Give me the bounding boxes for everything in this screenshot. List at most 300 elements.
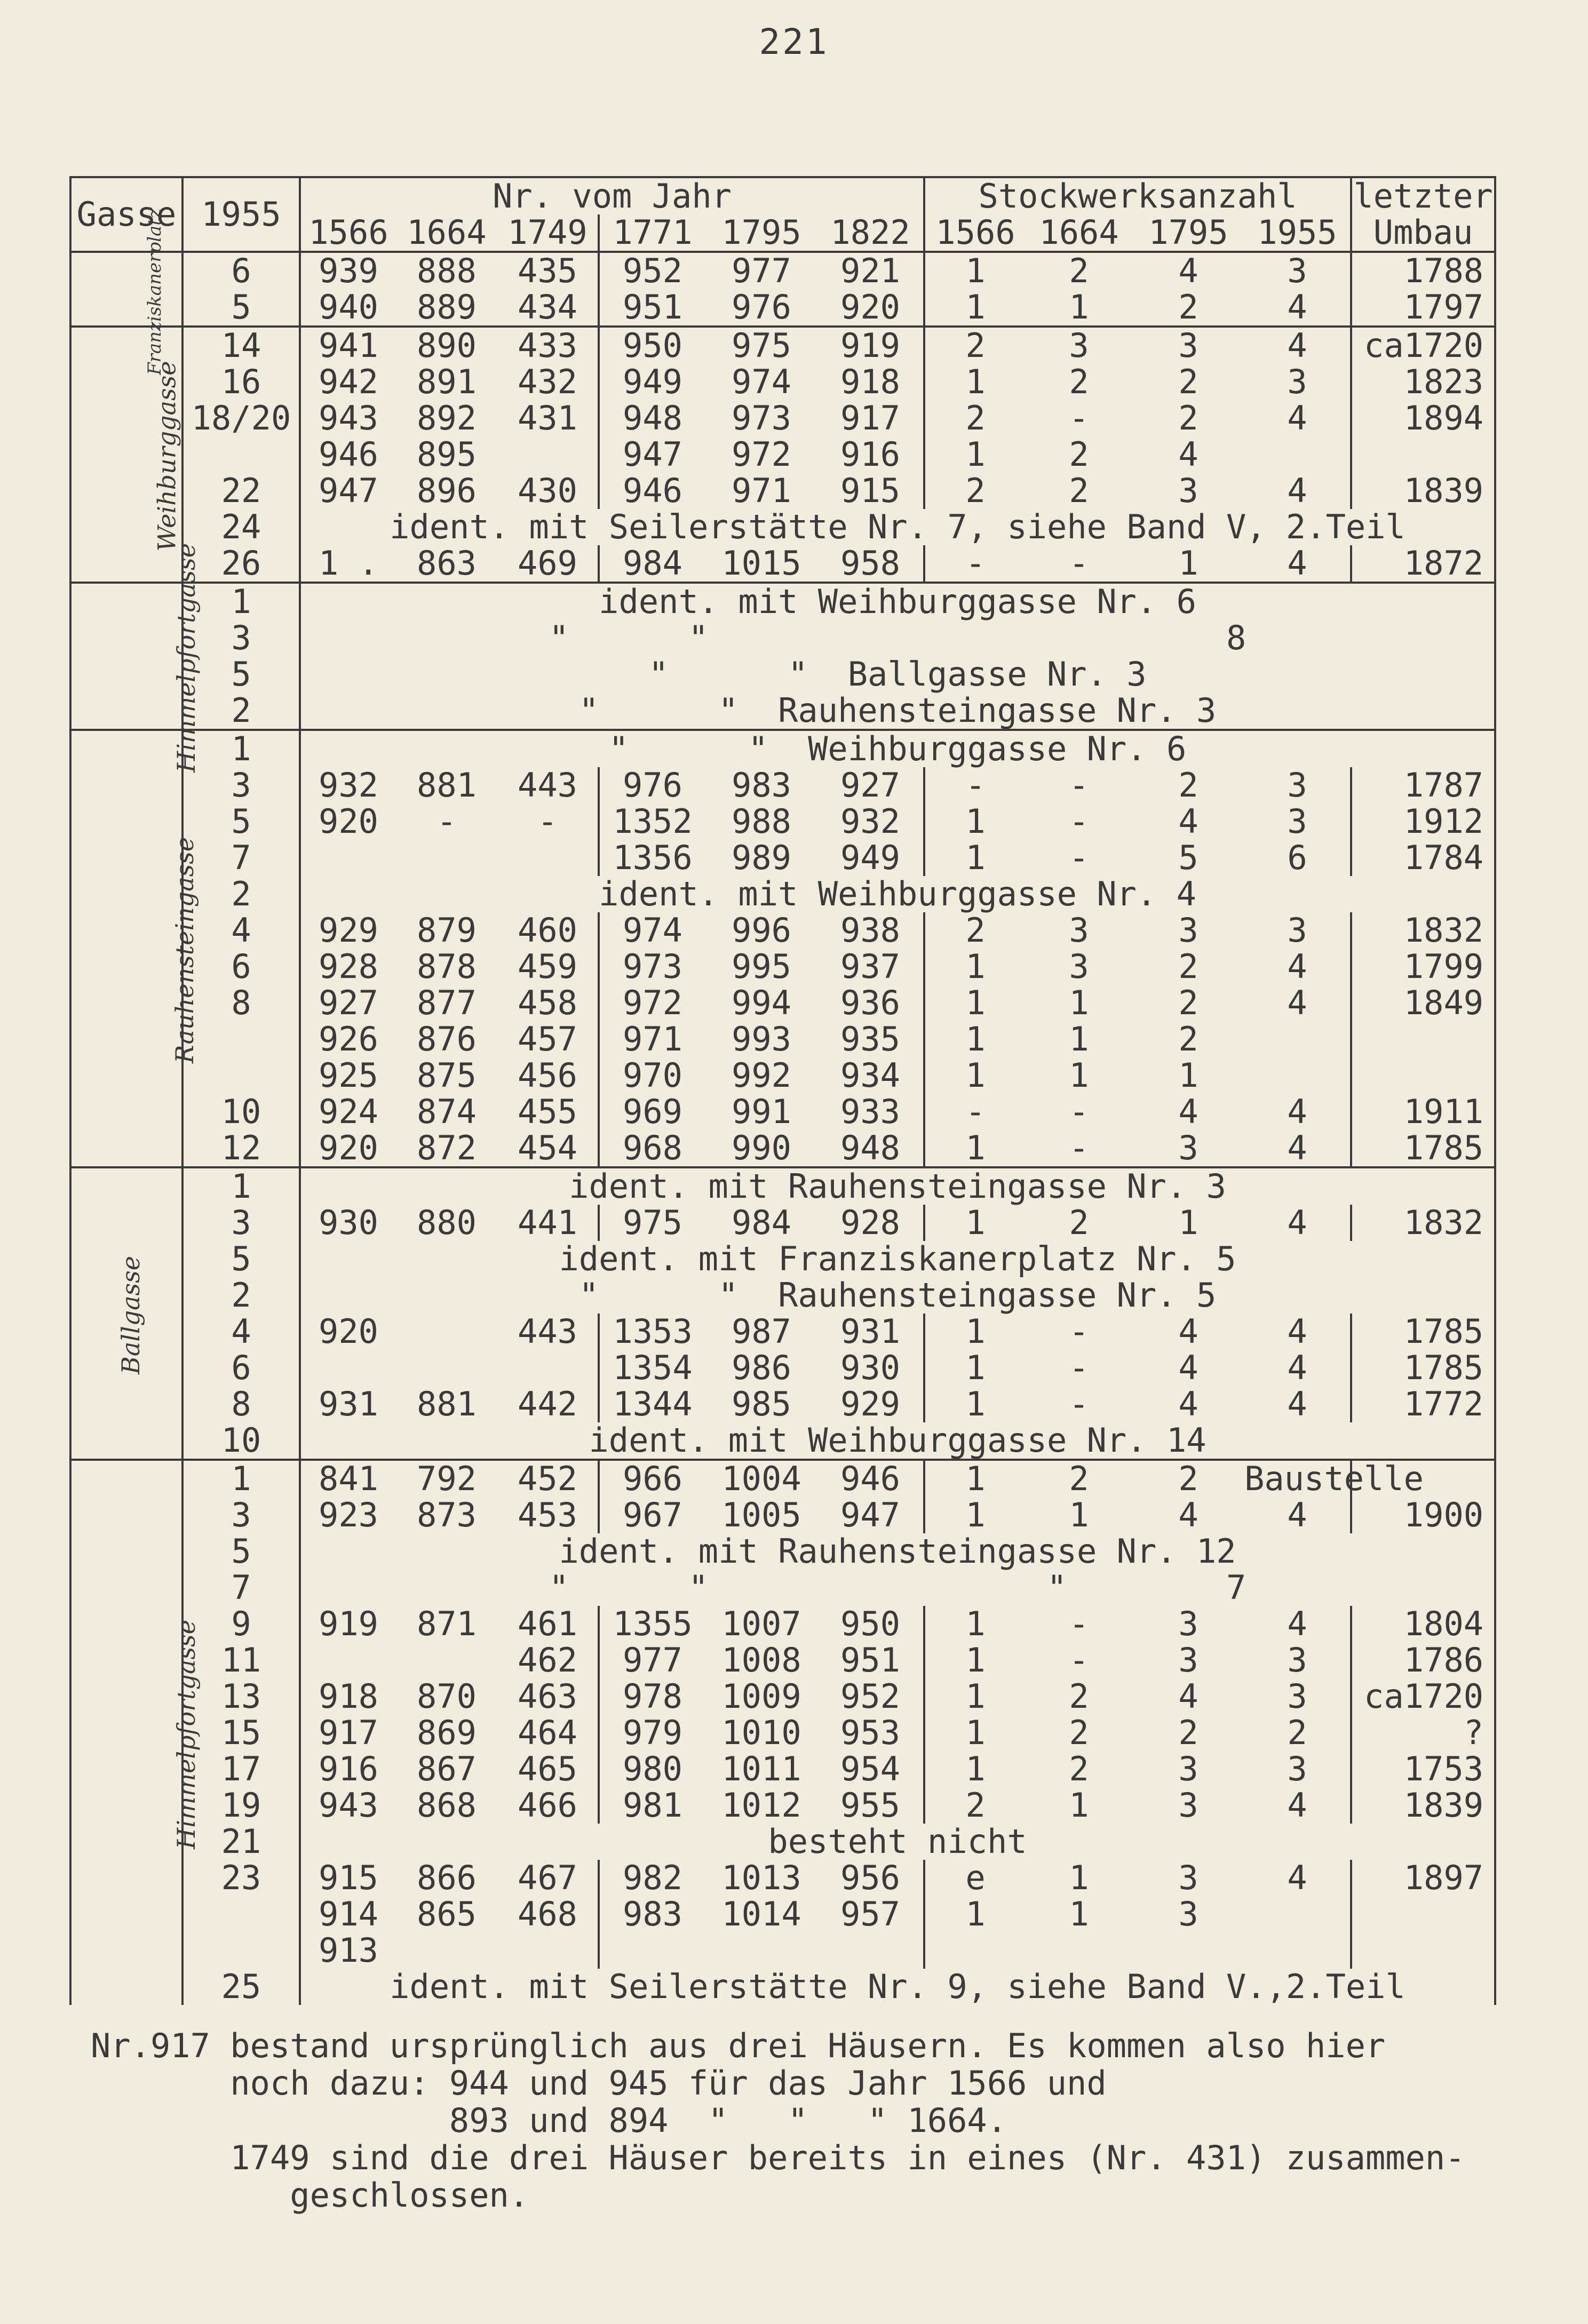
table-row [70, 1969, 1495, 2005]
cell-storeys: 1 [965, 1749, 986, 1788]
cell-storeys: 1 [965, 1203, 986, 1242]
cell-storeys: 1 [965, 1020, 986, 1058]
cell-house-number: 968 [623, 1128, 682, 1167]
cell-storeys: - [965, 766, 986, 805]
cell-house-number: 946 [623, 471, 682, 510]
cell-storeys: 3 [1178, 1604, 1198, 1643]
cell-storeys: 2 [1178, 288, 1198, 327]
cell-house-number: 948 [817, 1130, 924, 1167]
table-row [70, 730, 1495, 767]
cell-house-number: 948 [623, 399, 682, 437]
cell-house-number: 1352 [613, 802, 693, 841]
cell-storeys: - [965, 544, 986, 583]
cell-house-number: 931 [319, 1384, 378, 1423]
gasse-name: Franziskanerplatz [144, 209, 165, 375]
cell-1955: 10 [182, 1094, 300, 1130]
cell-1955: 13 [182, 1678, 300, 1715]
cell-house-number: 988 [732, 802, 791, 841]
cell-house-number: 463 [497, 1678, 599, 1715]
cell-storeys: - [1069, 1641, 1089, 1680]
cell-storeys: 1 [965, 1677, 986, 1716]
cell-1955: 9 [182, 1606, 300, 1642]
cell-1955: 17 [182, 1751, 300, 1787]
cell-house-number: 920 [817, 289, 924, 327]
cell-house-number: 915 [319, 1858, 378, 1897]
table-row [70, 400, 1495, 436]
cell-house-number [396, 840, 497, 876]
cell-house-number: 924 [319, 1092, 378, 1131]
cell-storeys: 4 [1178, 1092, 1198, 1131]
cell-house-number: 947 [817, 1497, 924, 1533]
cross-reference-note: ident. mit Franziskanerplatz Nr. 5 [300, 1241, 1495, 1277]
cell-storeys: 3 [1178, 471, 1198, 510]
gasse-cell [70, 543, 201, 773]
cell-house-number: 881 [417, 1384, 477, 1423]
cell-house-number: 987 [732, 1312, 791, 1351]
cell-storeys: - [1069, 766, 1089, 805]
cell-last-rebuild: 1784 [1351, 840, 1495, 876]
table-row [70, 1606, 1495, 1642]
footnote-line: 893 und 894 " " " 1664. [91, 2101, 1007, 2140]
cell-storeys: - [1069, 802, 1089, 841]
cell-last-rebuild [1351, 1896, 1495, 1932]
cross-reference-note: ident. mit Weihburggasse Nr. 14 [300, 1422, 1495, 1460]
cell-storeys: 2 [1026, 1460, 1132, 1497]
cell-house-number: 1009 [721, 1677, 801, 1716]
cell-storeys: 1 [1069, 1858, 1089, 1897]
cell-house-number: 993 [732, 1020, 791, 1058]
cell-house-number: 916 [817, 436, 924, 473]
cell-1955: 5 [182, 803, 300, 840]
cell-house-number: 435 [497, 252, 599, 289]
cell-storeys: - [1069, 1384, 1089, 1423]
cell-house-number: 1010 [721, 1713, 801, 1752]
cell-storeys: 3 [1244, 803, 1351, 840]
table-row [70, 1860, 1495, 1896]
cell-storeys: 5 [1178, 838, 1198, 877]
cell-storeys: 1 [965, 1384, 986, 1423]
cell-1955: 7 [182, 1570, 300, 1606]
cell-house-number: 995 [732, 947, 791, 986]
cross-reference-note: " " Weihburggasse Nr. 6 [300, 730, 1495, 767]
cell-storeys [1244, 1057, 1351, 1094]
cell-storeys: 2 [1069, 1713, 1089, 1752]
cell-1955: 6 [182, 252, 300, 289]
cell-storeys: 1 [1178, 544, 1198, 583]
cell-house-number [396, 1350, 497, 1386]
cell-1955: 11 [182, 1642, 300, 1678]
cell-house-number: 457 [497, 1021, 599, 1057]
cell-storeys: 4 [1178, 1495, 1198, 1534]
cell-house-number: 433 [497, 327, 599, 364]
cell-last-rebuild: 1787 [1351, 767, 1495, 803]
cell-house-number: 954 [817, 1751, 924, 1787]
cell-last-rebuild: 1849 [1351, 985, 1495, 1021]
cell-storeys: 1 [965, 1348, 986, 1387]
cell-house-number: 866 [417, 1858, 477, 1897]
cell-1955: 7 [182, 840, 300, 876]
table-row [70, 1570, 1495, 1606]
cell-storeys: 3 [1178, 911, 1198, 950]
cell-house-number: 431 [497, 400, 599, 436]
table-row [70, 1350, 1495, 1386]
cell-last-rebuild [1351, 436, 1495, 473]
footnote-line: geschlossen. [91, 2176, 529, 2215]
cell-house-number: 928 [319, 947, 378, 986]
cell-house-number: 863 [417, 544, 477, 583]
cell-house-number [300, 840, 396, 876]
header-year: 1771 [599, 214, 705, 252]
table-row [70, 1130, 1495, 1167]
cell-storeys: 4 [1244, 1787, 1351, 1824]
cell-house-number: 980 [623, 1749, 682, 1788]
cell-storeys: 4 [1178, 802, 1198, 841]
cell-1955: 24 [182, 509, 300, 545]
cell-house-number: 430 [497, 473, 599, 509]
cell-house-number: 879 [417, 911, 477, 950]
cell-house-number: 941 [300, 327, 396, 364]
cell-house-number: 891 [417, 362, 477, 401]
cell-storeys: 2 [965, 1786, 986, 1825]
table-row [70, 1678, 1495, 1715]
cell-house-number: 996 [732, 911, 791, 950]
cell-1955: 3 [182, 1497, 300, 1533]
cell-last-rebuild: ? [1351, 1715, 1495, 1751]
cell-house-number: 943 [319, 399, 378, 437]
cell-last-rebuild: 1804 [1351, 1606, 1495, 1642]
cell-house-number: 869 [417, 1713, 477, 1752]
cell-storeys [1244, 436, 1351, 473]
table-row [70, 1533, 1495, 1570]
gasse-name: Rauhensteingasse [170, 837, 200, 1063]
cell-house-number: 454 [497, 1130, 599, 1167]
cross-reference-note: " " " 7 [300, 1570, 1495, 1606]
cell-house-number: 916 [319, 1749, 378, 1788]
cell-house-number: 976 [732, 288, 791, 327]
cell-last-rebuild: 1823 [1351, 364, 1495, 400]
table-row [70, 1497, 1495, 1533]
cell-1955: 2 [182, 876, 300, 912]
cell-house-number [396, 1642, 497, 1678]
cell-house-number: 930 [319, 1203, 378, 1242]
cell-1955: 10 [182, 1422, 300, 1460]
cell-house-number: 871 [417, 1604, 477, 1643]
cell-house-number: 875 [417, 1056, 477, 1095]
cell-storeys: 3 [1132, 327, 1244, 364]
cell-1955: 4 [182, 912, 300, 949]
cell-house-number: 946 [817, 1460, 924, 1497]
cell-house-number: 455 [497, 1094, 599, 1130]
table-row [70, 364, 1495, 400]
cell-house-number: 927 [817, 767, 924, 803]
cell-house-number [599, 1932, 705, 1969]
gasse-name: Himmelpfortgasse [171, 543, 201, 773]
cell-house-number: 1355 [613, 1604, 693, 1643]
cell-house-number: 932 [817, 803, 924, 840]
gasse-cell [70, 1460, 201, 2005]
cell-storeys: 1 [1069, 1786, 1089, 1825]
cell-house-number: 467 [497, 1860, 599, 1896]
cell-storeys: 1 [965, 362, 986, 401]
cell-storeys: 1 [965, 802, 986, 841]
cell-last-rebuild: 1911 [1351, 1094, 1495, 1130]
cell-storeys: 2 [1069, 1677, 1089, 1716]
cell-last-rebuild: 1786 [1351, 1642, 1495, 1678]
cell-storeys: 4 [1178, 1384, 1198, 1423]
cell-house-number: 947 [319, 471, 378, 510]
cross-reference-note: ident. mit Seilerstätte Nr. 9, siehe Band V.,2.Teil [300, 1969, 1495, 2005]
cell-house-number: 919 [817, 327, 924, 364]
cell-1955: 15 [182, 1715, 300, 1751]
cell-last-rebuild: 1839 [1351, 473, 1495, 509]
cell-storeys: 1 [965, 1895, 986, 1933]
cell-1955: 5 [182, 1533, 300, 1570]
cell-house-number: 977 [623, 1641, 682, 1680]
cell-storeys: - [1069, 838, 1089, 877]
table-row [70, 1094, 1495, 1130]
cell-last-rebuild: ca1720 [1351, 327, 1495, 364]
cell-1955: 8 [182, 985, 300, 1021]
table-row [70, 1057, 1495, 1094]
table-row [70, 1277, 1495, 1314]
cell-house-number: 937 [817, 949, 924, 985]
cell-1955: 1 [182, 1167, 300, 1205]
cell-house-number: 459 [497, 949, 599, 985]
table-row [70, 840, 1495, 876]
cell-house-number: 867 [417, 1749, 477, 1788]
cross-reference-note: " " Rauhensteingasse Nr. 5 [300, 1277, 1495, 1314]
cell-house-number: 975 [705, 327, 817, 364]
cell-storeys: 3 [1178, 1641, 1198, 1680]
cell-storeys: 1 [1069, 983, 1089, 1022]
cell-house-number: 468 [497, 1896, 599, 1932]
cell-storeys: 3 [1244, 1642, 1351, 1678]
cell-storeys: 4 [1178, 1348, 1198, 1387]
cell-storeys: 4 [1244, 1314, 1351, 1350]
cell-house-number: 950 [817, 1606, 924, 1642]
gasse-name: Himmelpfortgasse [171, 1619, 201, 1849]
cell-house-number: 466 [497, 1787, 599, 1824]
table-row [70, 620, 1495, 656]
cell-1955: 1 [182, 583, 300, 620]
cell-house-number: 989 [732, 838, 791, 877]
cell-house-number: 792 [396, 1460, 497, 1497]
cell-house-number: 443 [497, 767, 599, 803]
cell-house-number: 990 [732, 1128, 791, 1167]
cell-house-number: 868 [417, 1786, 477, 1825]
cell-storeys: 2 [1178, 399, 1198, 437]
cell-storeys: 4 [1244, 1130, 1351, 1167]
cell-1955: 23 [182, 1860, 300, 1896]
cell-house-number: 977 [705, 252, 817, 289]
cell-house-number: 458 [497, 985, 599, 1021]
cell-storeys: Baustelle [1244, 1459, 1424, 1498]
cell-storeys: 4 [1244, 985, 1351, 1021]
cell-house-number: 1015 [721, 544, 801, 583]
table-row [70, 767, 1495, 803]
cell-storeys: 1 [965, 838, 986, 877]
cross-reference-note: ident. mit Weihburggasse Nr. 4 [300, 876, 1495, 912]
header-stock-year: 1955 [1244, 214, 1351, 252]
cross-reference-note: " " Rauhensteingasse Nr. 3 [300, 693, 1495, 730]
cell-house-number: 919 [319, 1604, 378, 1643]
cell-house-number: 456 [497, 1057, 599, 1094]
cell-house-number: 949 [817, 840, 924, 876]
cell-last-rebuild: 1839 [1351, 1787, 1495, 1824]
gasse-cell [70, 1167, 182, 1460]
cell-house-number: 933 [817, 1094, 924, 1130]
cell-last-rebuild: 1785 [1351, 1130, 1495, 1167]
cell-1955: 18/20 [182, 400, 300, 436]
cell-house-number: 971 [623, 1020, 682, 1058]
cell-storeys: 4 [1244, 1606, 1351, 1642]
cell-house-number: 913 [319, 1931, 378, 1970]
cell-house-number: 1012 [721, 1786, 801, 1825]
header-stock-year: 1795 [1132, 214, 1244, 252]
cell-house-number: 1 . [319, 544, 378, 583]
table-row [70, 436, 1495, 473]
cell-storeys: e [965, 1858, 986, 1897]
cell-house-number: 872 [417, 1128, 477, 1167]
cell-storeys: 3 [1244, 912, 1351, 949]
cell-storeys: 1 [924, 1460, 1026, 1497]
cell-storeys: - [1069, 544, 1089, 583]
cell-1955: 21 [182, 1824, 300, 1860]
cell-house-number: 453 [497, 1497, 599, 1533]
cell-storeys: 4 [1244, 545, 1351, 583]
cell-house-number: 946 [319, 435, 378, 474]
cell-1955: 6 [182, 1350, 300, 1386]
cell-storeys: 4 [1132, 252, 1244, 289]
table-row [70, 545, 1495, 583]
cell-storeys: 4 [1244, 1860, 1351, 1896]
cell-storeys: 2 [1069, 362, 1089, 401]
cell-house-number: 460 [497, 912, 599, 949]
cell-house-number: 936 [817, 985, 924, 1021]
table-row [70, 1314, 1495, 1350]
cell-house-number: 930 [817, 1350, 924, 1386]
cell-house-number: 1353 [613, 1312, 693, 1351]
header-year: 1749 [497, 214, 599, 252]
table-row [70, 289, 1495, 327]
cell-storeys: 2 [1178, 362, 1198, 401]
cell-1955 [182, 1932, 300, 1969]
footnote [91, 2027, 1531, 2214]
cell-last-rebuild: 1872 [1351, 545, 1495, 583]
gasse-cell [70, 327, 182, 583]
cell-storeys: 4 [1244, 1350, 1351, 1386]
cell-1955: 1 [182, 1460, 300, 1497]
cell-1955: 5 [182, 656, 300, 693]
cell-house-number: 981 [623, 1786, 682, 1825]
cell-storeys: 1 [965, 1495, 986, 1534]
cell-storeys: 2 [1069, 1203, 1089, 1242]
cell-house-number: 920 [319, 802, 378, 841]
cell-house-number: 895 [417, 435, 477, 474]
cell-house-number: 878 [417, 947, 477, 986]
cell-last-rebuild: 1797 [1351, 289, 1495, 327]
cell-house-number: 973 [732, 399, 791, 437]
cell-house-number: 1013 [721, 1858, 801, 1897]
cell-storeys: 4 [1244, 1497, 1351, 1533]
cell-last-rebuild [1351, 1021, 1495, 1057]
cell-storeys: 3 [1178, 1858, 1198, 1897]
cell-house-number: 974 [732, 362, 791, 401]
cell-house-number: 920 [319, 1312, 378, 1351]
cell-storeys: 6 [1244, 840, 1351, 876]
cell-last-rebuild: 1832 [1351, 912, 1495, 949]
cell-last-rebuild: 1788 [1351, 252, 1495, 289]
cell-storeys: 2 [1026, 252, 1132, 289]
cell-house-number: 967 [623, 1495, 682, 1534]
cell-1955: 3 [182, 620, 300, 656]
cell-house-number: 841 [300, 1460, 396, 1497]
cell-house-number: 892 [417, 399, 477, 437]
cell-last-rebuild: 1900 [1351, 1497, 1495, 1533]
cell-1955: 2 [182, 693, 300, 730]
cell-last-rebuild: 1785 [1351, 1314, 1495, 1350]
table-row [70, 656, 1495, 693]
header-stock-year: 1664 [1026, 214, 1132, 252]
cell-last-rebuild: 1772 [1351, 1386, 1495, 1422]
cell-house-number: 881 [417, 766, 477, 805]
table-row [70, 1715, 1495, 1751]
cell-storeys: 4 [1244, 327, 1351, 364]
table-row [70, 985, 1495, 1021]
header-1955: 1955 [182, 177, 300, 252]
cell-storeys: 1 [1178, 1203, 1198, 1242]
table-row [70, 1642, 1495, 1678]
cell-house-number: 865 [417, 1895, 477, 1933]
cell-storeys: 2 [1069, 1749, 1089, 1788]
cell-house-number: 952 [817, 1678, 924, 1715]
cell-house-number [705, 1932, 817, 1969]
table-row [70, 1021, 1495, 1057]
cell-1955: 14 [182, 327, 300, 364]
cell-storeys [1244, 1932, 1351, 1969]
cell-house-number [497, 436, 599, 473]
cell-storeys: 1 [965, 1312, 986, 1351]
cell-storeys: 2 [1178, 766, 1198, 805]
table-row [70, 1787, 1495, 1824]
header-year: 1664 [396, 214, 497, 252]
cell-storeys: 3 [1244, 364, 1351, 400]
cell-house-number: 452 [497, 1460, 599, 1497]
cell-house-number: 994 [732, 983, 791, 1022]
cell-house-number: 915 [817, 473, 924, 509]
cell-storeys: 1 [965, 1604, 986, 1643]
cell-house-number: 464 [497, 1715, 599, 1751]
table-row [70, 509, 1495, 545]
cell-house-number: 917 [319, 1713, 378, 1752]
cell-storeys: 4 [1244, 400, 1351, 436]
cell-house-number: 870 [417, 1677, 477, 1716]
cell-last-rebuild: 1832 [1351, 1205, 1495, 1241]
cell-storeys: 2 [965, 399, 986, 437]
cell-house-number: 979 [623, 1713, 682, 1752]
cell-storeys: 1 [965, 1641, 986, 1680]
cell-storeys: - [1069, 1128, 1089, 1167]
cell-house-number: 917 [817, 400, 924, 436]
cell-house-number: 926 [319, 1020, 378, 1058]
table-row [70, 1386, 1495, 1422]
table-row [70, 1932, 1495, 1969]
cell-last-rebuild: 1799 [1351, 949, 1495, 985]
cell-house-number: 947 [623, 435, 682, 474]
header-stock-year: 1566 [924, 214, 1026, 252]
cell-house-number: 1354 [613, 1348, 693, 1387]
cell-storeys: 2 [1178, 1020, 1198, 1058]
